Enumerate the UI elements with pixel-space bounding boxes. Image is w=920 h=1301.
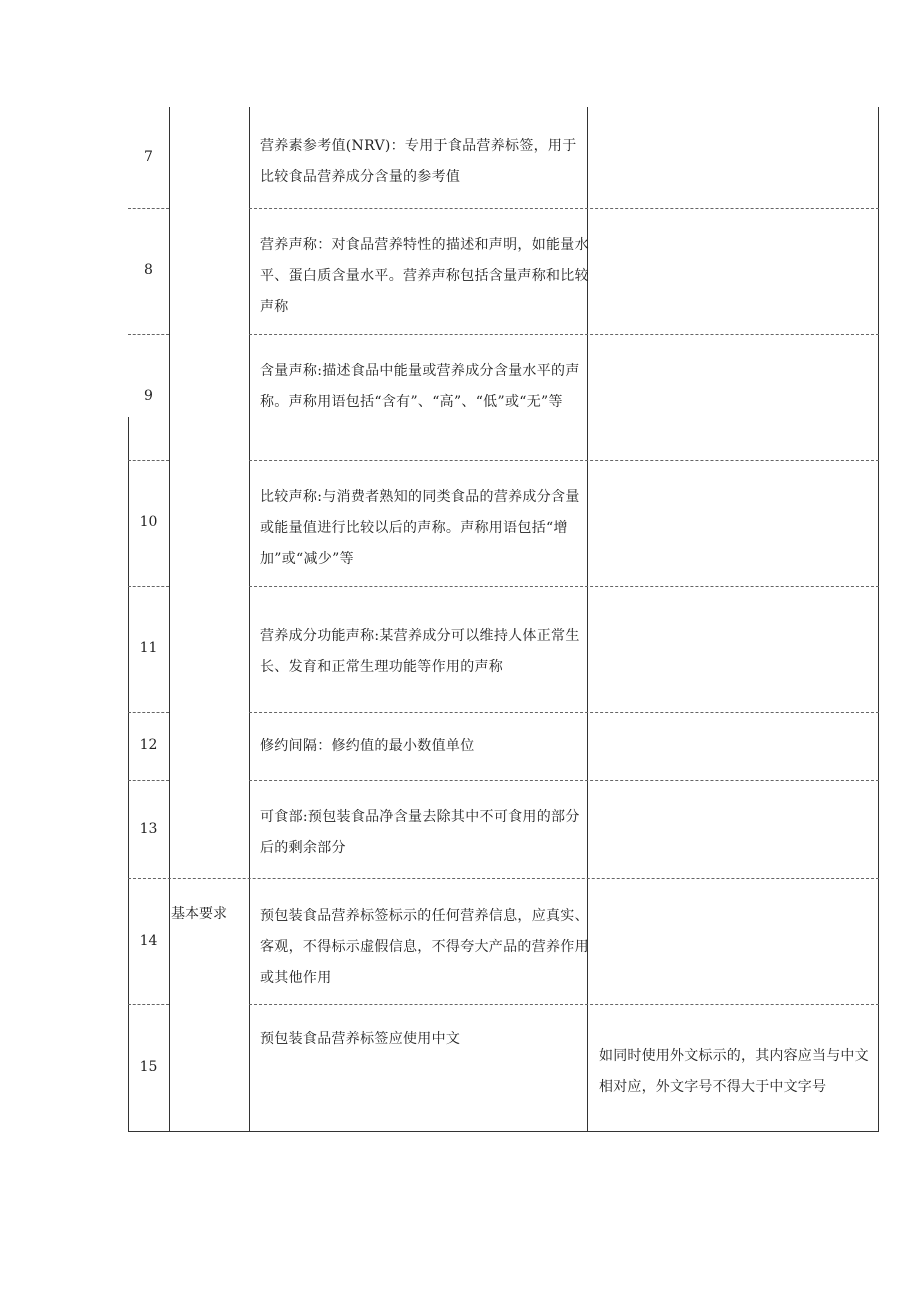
row-content: 营养声称：对食品营养特性的描述和声明，如能量水平、蛋白质含量水平。营养声称包括含量声称和比较声称 [260,237,589,315]
row-content: 营养成分功能声称:某营养成分可以维持人体正常生长、发育和正常生理功能等作用的声称 [260,628,580,675]
row-divider [128,460,169,461]
table-bottom-border [128,1131,879,1132]
row-divider [128,334,169,335]
row-number: 10 [139,514,158,530]
row-number: 12 [139,737,158,753]
row-divider [128,586,169,587]
row-divider [249,460,879,461]
row-divider [249,780,879,781]
col-divider-2 [249,107,250,1132]
row-content: 含量声称:描述食品中能量或营养成分含量水平的声称。声称用语包括“含有”、“高”、“低”或“无”等 [260,363,580,410]
row-content: 预包装食品营养标签应使用中文 [260,1031,461,1047]
row-number: 7 [144,149,153,165]
row-number: 11 [139,640,158,656]
row-divider [249,1004,879,1005]
row-divider [249,712,879,713]
table-right-border [878,107,879,1132]
col-divider-1 [169,107,170,1132]
row-content: 修约间隔：修约值的最小数值单位 [260,738,475,754]
row-content: 可食部:预包装食品净含量去除其中不可食用的部分后的剩余部分 [260,809,580,856]
row-content: 比较声称:与消费者熟知的同类食品的营养成分含量或能量值进行比较以后的声称。声称用语包括“增加”或“减少”等 [260,489,580,567]
requirements-table [128,107,879,1132]
category-label: 基本要求 [171,906,227,922]
row-note: 如同时使用外文标示的，其内容应当与中文相对应，外文字号不得大于中文字号 [599,1048,869,1095]
row-divider [249,586,879,587]
row-content: 预包装食品营养标签标示的任何营养信息，应真实、客观，不得标示虚假信息，不得夸大产品的营养作用或其他作用 [260,908,589,986]
row-number: 9 [144,388,153,404]
row-divider [128,780,169,781]
row-divider [128,1004,169,1005]
row-divider [249,208,879,209]
row-divider [249,334,879,335]
row-divider [128,208,169,209]
row-number: 13 [139,821,158,837]
row-divider [128,878,879,879]
row-divider [128,712,169,713]
row-content: 营养素参考值(NRV)：专用于食品营养标签，用于比较食品营养成分含量的参考值 [260,138,577,185]
row-number: 15 [139,1059,158,1075]
row-number: 8 [144,262,153,278]
row-number: 14 [139,933,158,949]
